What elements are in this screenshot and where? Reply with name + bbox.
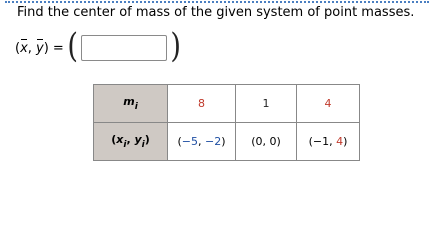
answer-input[interactable] <box>81 35 167 61</box>
point-cell-2: (0, 0) <box>236 123 297 161</box>
center-of-mass-label <box>15 41 49 56</box>
mass-row <box>94 85 360 123</box>
mass-cell-3: 4 <box>297 85 360 123</box>
mass-cell-1: 8 <box>168 85 236 123</box>
mass-header-cell: $m_i$ <box>94 85 168 123</box>
point-header-cell: ($x_i$, $y_i$) <box>94 123 168 161</box>
top-dotted-divider <box>5 1 429 3</box>
point-masses-table <box>93 84 360 161</box>
label-close-paren: ) <box>43 40 49 56</box>
mass-cell-2: 1 <box>236 85 297 123</box>
label-open-paren: ( <box>15 40 21 56</box>
x-bar-symbol: x <box>20 40 28 56</box>
point-row <box>94 123 360 161</box>
label-comma: , <box>27 40 37 56</box>
y-bar-symbol: y <box>36 40 44 56</box>
equals-sign: = <box>52 40 64 56</box>
answer-row <box>15 26 182 66</box>
right-big-paren: ) <box>170 26 181 66</box>
left-big-paren: ( <box>67 26 78 66</box>
question-prompt: Find the center of mass of the given system of point masses. <box>17 5 415 20</box>
point-cell-3: (−1, 4) <box>297 123 360 161</box>
point-cell-1: (−5, −2) <box>168 123 236 161</box>
